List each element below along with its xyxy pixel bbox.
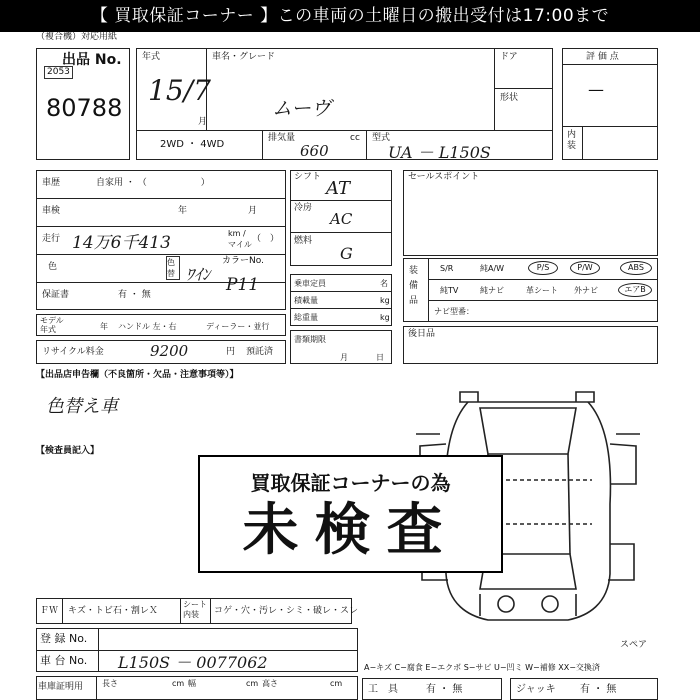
fuel-value: G <box>340 244 353 263</box>
tools-label: 工 具 <box>368 684 398 695</box>
displacement-value: 660 <box>300 142 329 160</box>
after-date-box <box>403 326 658 364</box>
doc-month: 月 <box>340 353 348 362</box>
seat-label: シート内装 <box>183 600 207 619</box>
displacement-label: 排気量 <box>268 133 296 143</box>
equip-aw: 純A/W <box>480 264 505 273</box>
mileage-value: 14万6千413 <box>72 233 171 253</box>
gross-unit: kg <box>380 313 390 322</box>
year-month-unit: 月 <box>198 117 208 127</box>
equip-sr: S/R <box>440 264 454 273</box>
chassis-value: L150S － 0077062 <box>118 653 268 672</box>
equip-pw: P/W <box>570 261 600 275</box>
aircon-label: 冷房 <box>294 203 313 213</box>
form-type: （複合機）対応用紙 <box>36 32 118 42</box>
cert-height-unit: cm <box>330 679 343 688</box>
top-banner: 【 買取保証コーナー 】この車両の土曜日の搬出受付は17:00まで <box>0 0 700 32</box>
score-value: — <box>588 80 604 99</box>
jack-options: 有 ・ 無 <box>580 684 617 695</box>
jack-label: ジャッキ <box>516 684 556 695</box>
fw-label: ＦＷ <box>40 606 59 616</box>
equip-ext-navi: 外ナビ <box>574 286 598 295</box>
spare-label: スペア <box>620 640 648 650</box>
exhibitor-notes-label: 【出品店申告欄（不良箇所・欠品・注意事項等）】 <box>36 370 239 380</box>
equip-abs: ABS <box>620 261 652 275</box>
stamp-line2: 未検査 <box>242 498 459 563</box>
year-value: 15/7 <box>148 74 211 107</box>
equipment-label: 装備品 <box>409 266 419 306</box>
history-label: 車歴 <box>42 178 61 188</box>
sales-point-label: セールスポイント <box>408 172 480 182</box>
model-year-unit: 年 <box>100 322 108 331</box>
recycle-unit: 円 <box>226 347 236 357</box>
seat-text: コゲ・穴・汚レ・シミ・破レ・スレ <box>214 606 359 616</box>
color-value: ﾜｲﾝ <box>186 265 211 284</box>
color-code-label: カラーNo. <box>222 256 264 266</box>
fuel-label: 燃料 <box>294 236 313 246</box>
cert-width: 幅 <box>188 679 196 688</box>
mileage-unit: km / マイル <box>228 229 252 249</box>
cert-box <box>36 676 358 700</box>
inspection-year: 年 <box>178 206 188 216</box>
equip-tv: 純TV <box>440 286 459 295</box>
doc-day: 日 <box>376 353 384 362</box>
registration-label: 登 録 No. <box>40 632 88 645</box>
load-unit: kg <box>380 296 390 305</box>
history-options: 自家用 ・ （ ） <box>96 178 210 188</box>
dealer-type: ディーラー・並行 <box>206 322 270 331</box>
doc-label: 書類期限 <box>294 335 326 344</box>
cert-height: 高さ <box>262 679 278 688</box>
recycle-value: 9200 <box>150 342 189 360</box>
handle-side: ハンドル 左・右 <box>118 322 177 331</box>
tools-options: 有 ・ 無 <box>426 684 463 695</box>
equip-airbag: エアB <box>618 283 652 297</box>
warranty-options: 有 ・ 無 <box>118 290 151 300</box>
model-value: UA － L150S <box>388 143 491 162</box>
cert-label: 車庫証明用 <box>38 682 84 692</box>
gross-label: 総重量 <box>294 313 318 322</box>
car-name-label: 車名・グレード <box>212 52 276 62</box>
displacement-unit: cc <box>350 133 360 143</box>
fw-text: キズ・トビ石・割レＸ <box>68 606 158 616</box>
aircon-value: AC <box>330 210 353 228</box>
interior-label: 内装 <box>567 130 577 151</box>
year-label: 年式 <box>142 52 161 62</box>
equip-leather: 革シート <box>526 286 558 295</box>
score-label: 評 価 点 <box>586 52 619 62</box>
recycle-note: 預託済 <box>246 347 274 357</box>
inspection-month: 月 <box>248 206 258 216</box>
mileage-label: 走行 <box>42 234 61 244</box>
color-code: P11 <box>226 275 260 295</box>
mileage-paren: （ ） <box>252 234 280 244</box>
shift-value: AT <box>326 178 351 199</box>
lot-number: 80788 <box>46 94 123 122</box>
cert-length: 長さ <box>102 679 118 688</box>
door-label: ドア <box>500 52 518 62</box>
after-date-label: 後日品 <box>408 329 436 339</box>
equip-navi: 純ナビ <box>480 286 504 295</box>
equip-ps: P/S <box>528 261 558 275</box>
color-label: 色 <box>48 262 58 272</box>
exhibitor-notes-value: 色替え車 <box>46 396 118 417</box>
inspector-notes-label: 【検査員記入】 <box>36 446 100 456</box>
navi-model-label: ナビ型番： <box>434 307 474 316</box>
lot-stamp: 2053 <box>44 66 73 79</box>
load-label: 積載量 <box>294 296 318 305</box>
recycle-label: リサイクル料金 <box>42 347 104 357</box>
inspection-label: 車検 <box>42 206 61 216</box>
chassis-label: 車 台 No. <box>40 654 88 667</box>
warranty-label: 保証書 <box>42 290 70 300</box>
car-name-value: ムーヴ <box>272 96 331 120</box>
lot-label: 出品 No. <box>62 52 122 68</box>
shape-label: 形状 <box>500 93 519 103</box>
model-label: 型式 <box>372 133 391 143</box>
drive-label: 2WD ・ 4WD <box>160 139 225 150</box>
not-inspected-stamp <box>198 455 503 573</box>
model-year-label: モデル年式 <box>40 316 64 334</box>
capacity-unit: 名 <box>380 279 388 288</box>
cert-length-unit: cm <box>172 679 185 688</box>
cert-width-unit: cm <box>246 679 259 688</box>
capacity-label: 乗車定員 <box>294 279 326 288</box>
shift-label: シフト <box>294 172 322 182</box>
damage-legend: A−キズ C−腐食 E−エクボ S−サビ U−凹ミ W−補修 XX−交換済 <box>364 663 600 672</box>
stamp-line1: 買取保証コーナーの為 <box>250 471 451 495</box>
color-change-box: 色替 <box>166 256 180 280</box>
